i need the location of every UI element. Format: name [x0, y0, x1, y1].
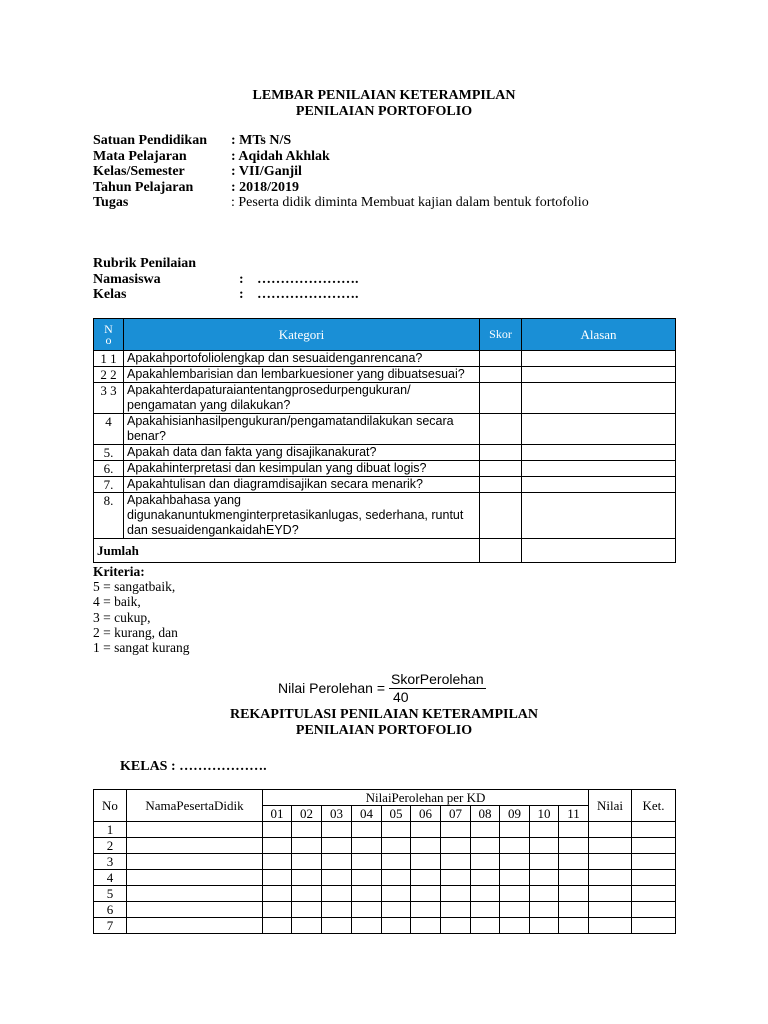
kd-score-cell[interactable] [292, 854, 322, 870]
kd-score-cell[interactable] [559, 822, 589, 838]
kd-score-cell[interactable] [263, 918, 292, 934]
kd-score-cell[interactable] [441, 918, 471, 934]
kd-score-cell[interactable] [559, 838, 589, 854]
page-subtitle: PENILAIAN PORTOFOLIO [295, 104, 473, 119]
header-no: No [94, 790, 127, 822]
kd-header: 07 [441, 806, 471, 822]
table-row [94, 918, 676, 934]
table-row [94, 493, 676, 539]
rubrik-block [93, 256, 359, 303]
rubric-table [93, 318, 676, 563]
rubrik-row [93, 272, 359, 288]
rekap-title: REKAPITULASI PENILAIAN KETERAMPILAN [229, 707, 539, 722]
alasan-cell[interactable] [522, 351, 676, 367]
nilai-cell[interactable] [589, 838, 632, 854]
alasan-cell[interactable] [522, 493, 676, 539]
kd-score-cell[interactable] [441, 854, 471, 870]
rubrik-label: Namasiswa [93, 271, 161, 287]
skor-cell[interactable] [480, 477, 522, 493]
formula-label: Nilai Perolehan = [278, 680, 386, 696]
info-row [93, 133, 589, 149]
kriteria-item: 1 = sangat kurang [93, 640, 190, 656]
kd-score-cell[interactable] [471, 870, 500, 886]
row-kategori: Apakahbahasa yang digunakanuntukmenginterpretasikanlugas, sederhana, runtut dan sesuaidengankaidahEYD? [124, 493, 480, 539]
kd-header: 08 [471, 806, 500, 822]
kd-score-cell[interactable] [559, 918, 589, 934]
table-header-row [94, 319, 676, 351]
info-row [93, 149, 589, 165]
skor-cell[interactable] [480, 414, 522, 445]
header-kategori: Kategori [124, 319, 480, 351]
kd-score-cell[interactable] [292, 902, 322, 918]
kd-score-cell[interactable] [292, 870, 322, 886]
formula-numerator: SkorPerolehan [391, 671, 484, 687]
nilai-cell[interactable] [589, 822, 632, 838]
kd-score-cell[interactable] [530, 838, 559, 854]
ket-cell[interactable] [632, 870, 676, 886]
table-row [94, 367, 676, 383]
row-no: 5. [94, 445, 124, 461]
rubrik-heading: Rubrik Penilaian [93, 256, 197, 271]
skor-cell[interactable] [480, 493, 522, 539]
kd-score-cell[interactable] [500, 870, 530, 886]
nilai-cell[interactable] [589, 870, 632, 886]
table-row [94, 902, 676, 918]
row-no: 2 [94, 838, 127, 854]
skor-cell[interactable] [480, 351, 522, 367]
table-row [94, 414, 676, 445]
rekap-subtitle: PENILAIAN PORTOFOLIO [295, 723, 473, 738]
info-block [93, 133, 589, 211]
formula-denominator: 40 [393, 689, 409, 705]
header-alasan: Alasan [522, 319, 676, 351]
kd-score-cell[interactable] [411, 854, 441, 870]
kd-score-cell[interactable] [530, 886, 559, 902]
table-row [94, 838, 676, 854]
row-no: 3 [94, 854, 127, 870]
kd-score-cell[interactable] [263, 854, 292, 870]
table-row [94, 822, 676, 838]
ket-cell[interactable] [632, 854, 676, 870]
kd-header: 05 [382, 806, 411, 822]
kriteria-block [93, 564, 189, 655]
kd-score-cell[interactable] [471, 838, 500, 854]
kd-score-cell[interactable] [530, 822, 559, 838]
info-value: : MTs N/S [231, 133, 292, 148]
kd-score-cell[interactable] [322, 854, 352, 870]
table-row [94, 461, 676, 477]
info-label: Mata Pelajaran [93, 148, 187, 164]
kd-score-cell[interactable] [322, 822, 352, 838]
rubrik-value: …………………. [257, 287, 359, 303]
kd-score-cell[interactable] [471, 902, 500, 918]
table-row [94, 477, 676, 493]
total-alasan-cell[interactable] [522, 539, 676, 563]
kd-score-cell[interactable] [322, 886, 352, 902]
row-no: 1 1 [94, 351, 124, 367]
skor-cell[interactable] [480, 461, 522, 477]
kd-score-cell[interactable] [441, 886, 471, 902]
total-row [94, 539, 676, 563]
kd-score-cell[interactable] [500, 902, 530, 918]
kd-score-cell[interactable] [411, 822, 441, 838]
nama-cell[interactable] [127, 886, 263, 902]
kd-score-cell[interactable] [352, 886, 382, 902]
kd-score-cell[interactable] [292, 918, 322, 934]
kd-score-cell[interactable] [263, 822, 292, 838]
row-kategori: Apakahterdapaturaiantentangprosedurpengukuran/ pengamatan yang dilakukan? [124, 383, 480, 414]
rubrik-colon: : [239, 287, 244, 303]
header-no: No [94, 319, 124, 351]
kd-score-cell[interactable] [322, 870, 352, 886]
nama-cell[interactable] [127, 870, 263, 886]
rekap-table [93, 789, 676, 934]
nama-cell[interactable] [127, 838, 263, 854]
kd-score-cell[interactable] [382, 870, 411, 886]
kd-score-cell[interactable] [263, 902, 292, 918]
kd-score-cell[interactable] [352, 918, 382, 934]
info-label: Tugas [93, 195, 129, 211]
rubrik-label: Kelas [93, 287, 127, 303]
alasan-cell[interactable] [522, 461, 676, 477]
page-title: LEMBAR PENILAIAN KETERAMPILAN [252, 88, 516, 103]
kriteria-item: 2 = kurang, dan [93, 624, 178, 640]
kd-score-cell[interactable] [382, 918, 411, 934]
kd-score-cell[interactable] [411, 870, 441, 886]
kriteria-item: 5 = sangatbaik, [93, 579, 176, 595]
kriteria-item: 4 = baik, [93, 594, 141, 610]
alasan-cell[interactable] [522, 383, 676, 414]
kd-score-cell[interactable] [500, 886, 530, 902]
kd-header: 03 [322, 806, 352, 822]
info-row [93, 180, 589, 196]
skor-cell[interactable] [480, 445, 522, 461]
kd-score-cell[interactable] [530, 870, 559, 886]
header-nilai-perolehan: NilaiPerolehan per KD [263, 790, 589, 806]
kd-score-cell[interactable] [441, 870, 471, 886]
kd-score-cell[interactable] [471, 886, 500, 902]
row-no: 4 [94, 414, 124, 445]
kelas-label: KELAS : ………………. [120, 759, 267, 774]
table-row [94, 383, 676, 414]
kd-score-cell[interactable] [263, 886, 292, 902]
row-kategori: Apakahlembarisian dan lembarkuesioner yang dibuatsesuai? [124, 367, 480, 383]
table-row [94, 886, 676, 902]
kd-score-cell[interactable] [500, 822, 530, 838]
row-no: 4 [94, 870, 127, 886]
skor-cell[interactable] [480, 367, 522, 383]
kd-score-cell[interactable] [322, 838, 352, 854]
info-row [93, 164, 589, 180]
kd-score-cell[interactable] [382, 838, 411, 854]
header-nilai: Nilai [589, 790, 632, 822]
kd-score-cell[interactable] [441, 822, 471, 838]
kd-score-cell[interactable] [500, 838, 530, 854]
nilai-cell[interactable] [589, 918, 632, 934]
kd-score-cell[interactable] [559, 886, 589, 902]
row-kategori: Apakahinterpretasi dan kesimpulan yang dibuat logis? [124, 461, 480, 477]
kd-header: 09 [500, 806, 530, 822]
kd-score-cell[interactable] [559, 870, 589, 886]
kd-score-cell[interactable] [411, 918, 441, 934]
kd-score-cell[interactable] [382, 822, 411, 838]
kd-score-cell[interactable] [292, 886, 322, 902]
kd-score-cell[interactable] [530, 902, 559, 918]
header-ket: Ket. [632, 790, 676, 822]
kd-header: 04 [352, 806, 382, 822]
alasan-cell[interactable] [522, 477, 676, 493]
kd-score-cell[interactable] [471, 854, 500, 870]
rubrik-value: …………………. [257, 271, 359, 287]
ket-cell[interactable] [632, 918, 676, 934]
row-no: 7. [94, 477, 124, 493]
kd-score-cell[interactable] [382, 902, 411, 918]
row-no: 1 [94, 822, 127, 838]
kd-score-cell[interactable] [441, 838, 471, 854]
info-value: : Peserta didik diminta Membuat kajian dalam bentuk fortofolio [231, 195, 589, 211]
kd-score-cell[interactable] [500, 854, 530, 870]
nama-cell[interactable] [127, 902, 263, 918]
score-formula [278, 671, 486, 705]
rekap-header-row [94, 790, 676, 806]
row-no: 3 3 [94, 383, 124, 414]
nilai-cell[interactable] [589, 902, 632, 918]
kd-score-cell[interactable] [352, 870, 382, 886]
row-no: 5 [94, 886, 127, 902]
nama-cell[interactable] [127, 918, 263, 934]
row-no: 7 [94, 918, 127, 934]
kd-score-cell[interactable] [500, 918, 530, 934]
kd-score-cell[interactable] [263, 870, 292, 886]
info-label: Tahun Pelajaran [93, 179, 194, 195]
kd-score-cell[interactable] [382, 854, 411, 870]
total-skor-cell[interactable] [480, 539, 522, 563]
alasan-cell[interactable] [522, 414, 676, 445]
alasan-cell[interactable] [522, 367, 676, 383]
alasan-cell[interactable] [522, 445, 676, 461]
skor-cell[interactable] [480, 383, 522, 414]
kd-header: 02 [292, 806, 322, 822]
table-row [94, 445, 676, 461]
rubrik-colon: : [239, 271, 244, 287]
kd-score-cell[interactable] [352, 854, 382, 870]
kd-score-cell[interactable] [411, 886, 441, 902]
kd-score-cell[interactable] [411, 838, 441, 854]
kd-score-cell[interactable] [382, 886, 411, 902]
row-kategori: Apakahisianhasilpengukuran/pengamatandilakukan secara benar? [124, 414, 480, 445]
kd-score-cell[interactable] [530, 854, 559, 870]
kd-score-cell[interactable] [292, 838, 322, 854]
info-value: : Aqidah Akhlak [231, 148, 330, 164]
nilai-cell[interactable] [589, 886, 632, 902]
kd-score-cell[interactable] [352, 822, 382, 838]
kd-score-cell[interactable] [352, 838, 382, 854]
kd-score-cell[interactable] [352, 902, 382, 918]
kd-score-cell[interactable] [471, 918, 500, 934]
info-label: Satuan Pendidikan [93, 133, 207, 148]
row-no: 6 [94, 902, 127, 918]
row-no: 6. [94, 461, 124, 477]
row-no: 8. [94, 493, 124, 539]
formula-fraction [389, 671, 486, 705]
table-row [94, 854, 676, 870]
nama-cell[interactable] [127, 822, 263, 838]
kd-score-cell[interactable] [322, 918, 352, 934]
kd-score-cell[interactable] [263, 838, 292, 854]
ket-cell[interactable] [632, 838, 676, 854]
row-kategori: Apakahportofoliolengkap dan sesuaidenganrencana? [124, 351, 480, 367]
ket-cell[interactable] [632, 822, 676, 838]
nama-cell[interactable] [127, 854, 263, 870]
row-no: 2 2 [94, 367, 124, 383]
info-value: : 2018/2019 [231, 179, 300, 195]
kd-header: 10 [530, 806, 559, 822]
ket-cell[interactable] [632, 886, 676, 902]
kd-header: 01 [263, 806, 292, 822]
kd-score-cell[interactable] [559, 902, 589, 918]
kriteria-item: 3 = cukup, [93, 609, 151, 625]
kriteria-heading: Kriteria: [93, 564, 145, 579]
info-label: Kelas/Semester [93, 164, 185, 180]
kd-header: 06 [411, 806, 441, 822]
kd-score-cell[interactable] [411, 902, 441, 918]
kd-score-cell[interactable] [530, 918, 559, 934]
header-nama: NamaPesertaDidik [127, 790, 263, 822]
row-kategori: Apakahtulisan dan diagramdisajikan secara menarik? [124, 477, 480, 493]
info-value: : VII/Ganjil [231, 164, 302, 180]
kd-score-cell[interactable] [471, 822, 500, 838]
ket-cell[interactable] [632, 902, 676, 918]
kd-score-cell[interactable] [292, 822, 322, 838]
kd-score-cell[interactable] [559, 854, 589, 870]
rubrik-row [93, 287, 359, 303]
row-kategori: Apakah data dan fakta yang disajikanakurat? [124, 445, 480, 461]
kd-score-cell[interactable] [441, 902, 471, 918]
header-skor: Skor [480, 319, 522, 351]
kd-header: 11 [559, 806, 589, 822]
table-row [94, 870, 676, 886]
kd-score-cell[interactable] [322, 902, 352, 918]
table-row [94, 351, 676, 367]
nilai-cell[interactable] [589, 854, 632, 870]
info-row [93, 195, 589, 211]
total-label: Jumlah [94, 539, 480, 563]
